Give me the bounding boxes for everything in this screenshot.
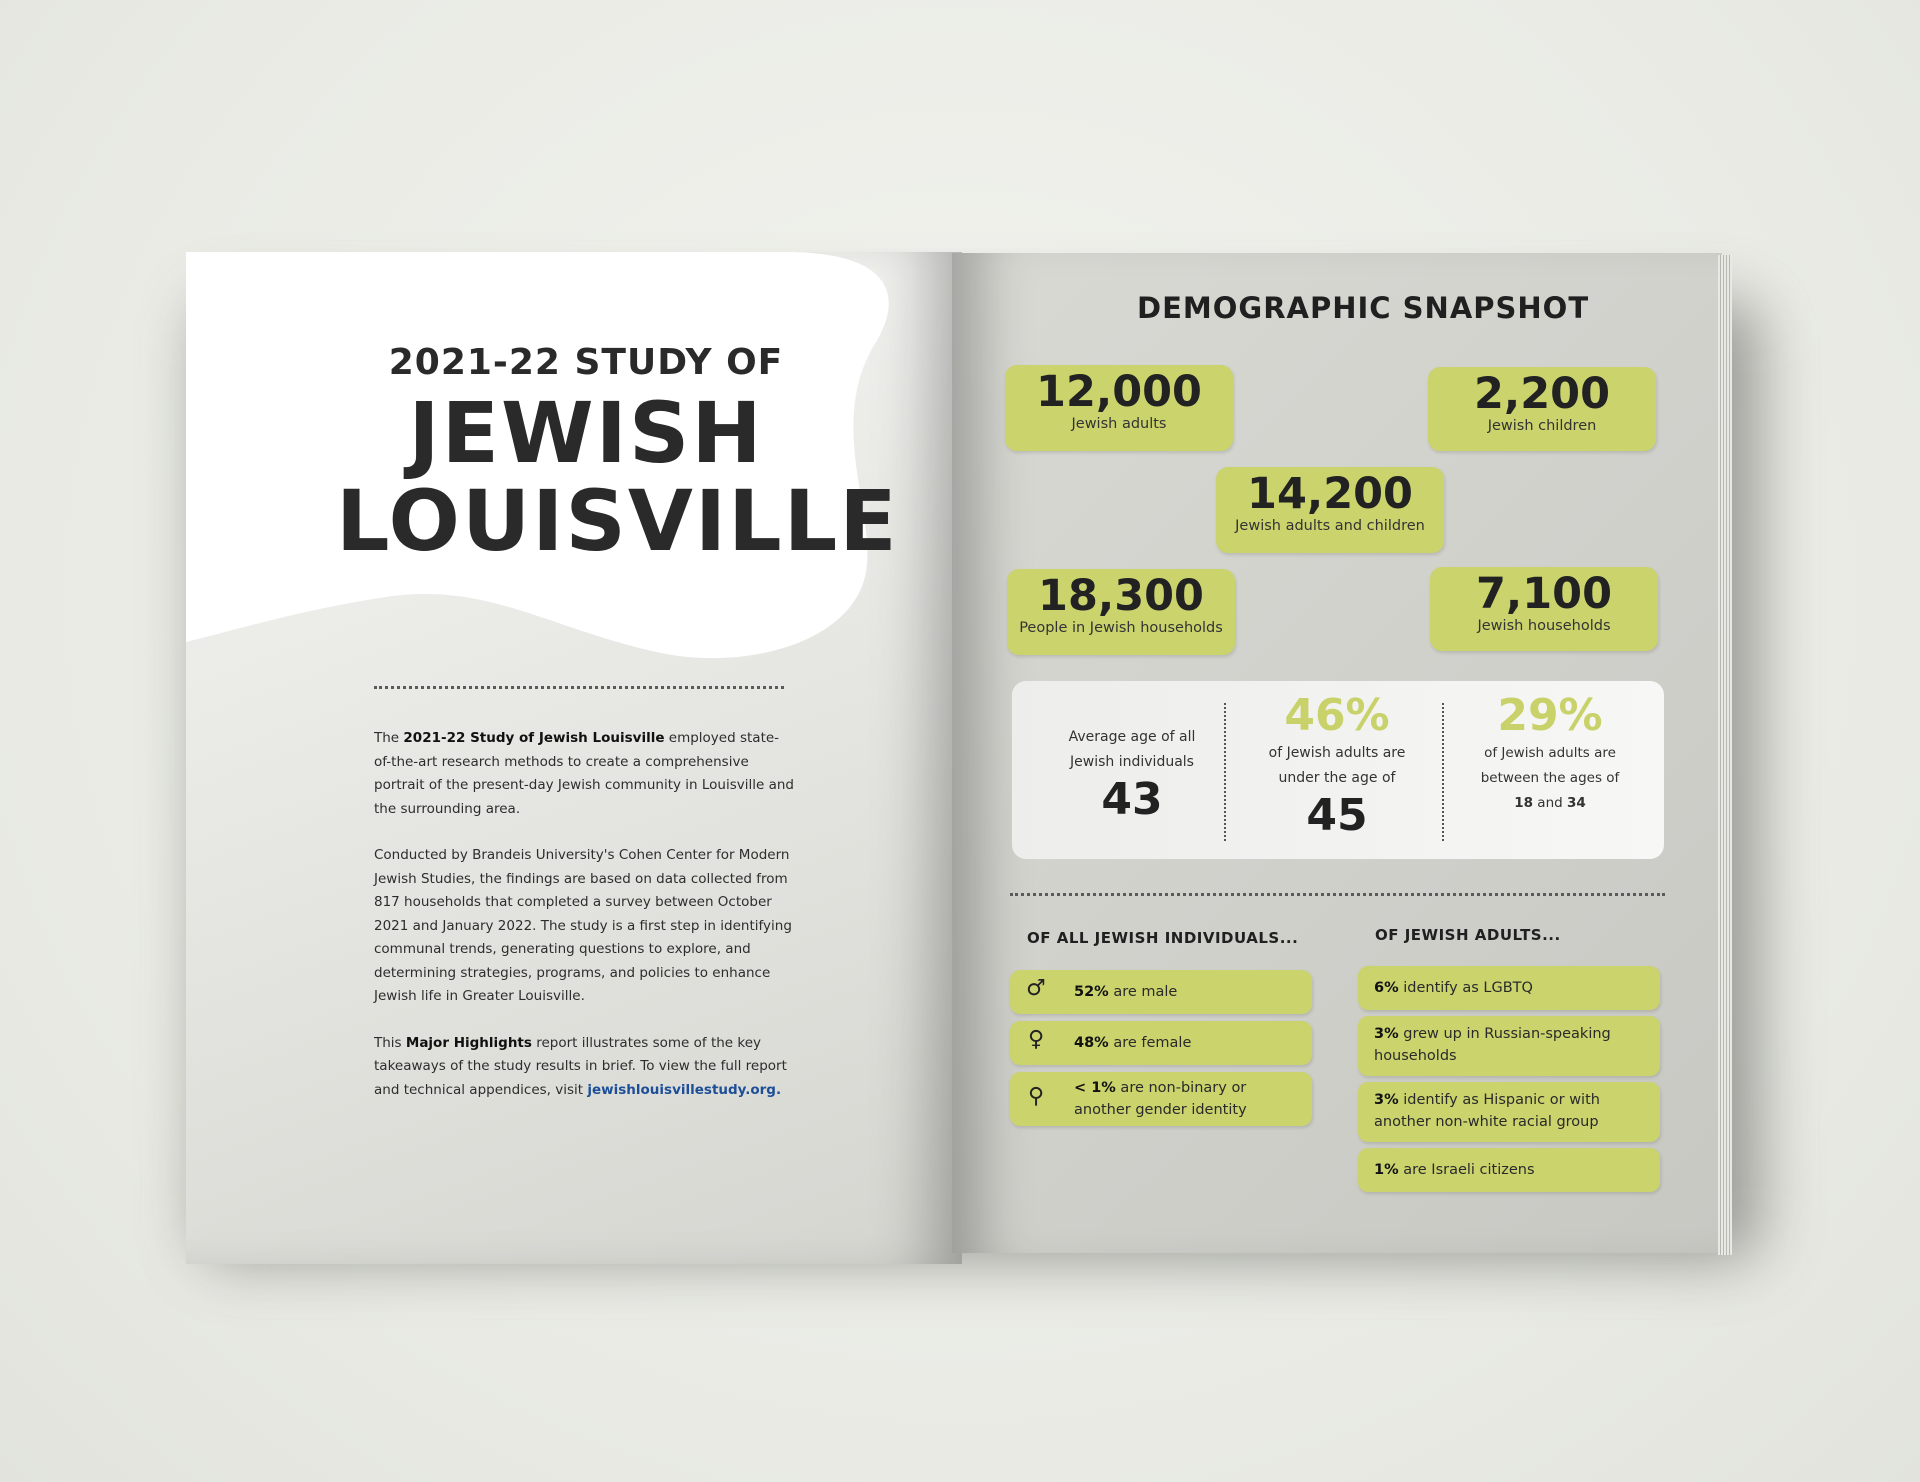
under-45-column: 46% of Jewish adults are under the age of 45 [1257, 691, 1417, 841]
pill-male: ♂ 52% are male [1010, 970, 1312, 1014]
pill-hispanic: 3% identify as Hispanic or with another non-white racial group [1358, 1082, 1660, 1142]
age-45-value: 45 [1306, 790, 1368, 841]
age-18-34-percent: 29% [1497, 690, 1603, 741]
female-icon: ♀ [1027, 1027, 1045, 1052]
age-summary-box [1012, 681, 1664, 859]
pill-female: ♀ 48% are female [1010, 1021, 1312, 1065]
study-link[interactable]: jewishlouisvillestudy.org. [587, 1081, 782, 1098]
stat-jewish-children: 2,200 Jewish children [1428, 367, 1656, 451]
male-icon: ♂ [1026, 976, 1046, 1001]
stat-people-in-households: 18,300 People in Jewish households [1007, 569, 1235, 655]
age-divider-2 [1442, 703, 1444, 841]
title-line-louisville: LOUISVILLE [336, 472, 899, 570]
pill-russian-speaking: 3% grew up in Russian-speaking households [1358, 1016, 1660, 1076]
pill-israeli: 1% are Israeli citizens [1358, 1148, 1660, 1192]
title-block [336, 342, 899, 570]
right-divider [1010, 893, 1665, 896]
title-small: 2021-22 STUDY OF [388, 342, 784, 383]
demographic-snapshot-title: DEMOGRAPHIC SNAPSHOT [1137, 291, 1590, 325]
stat-jewish-adults: 12,000 Jewish adults [1005, 365, 1233, 451]
stat-jewish-households: 7,100 Jewish households [1430, 567, 1658, 651]
left-page [186, 252, 962, 1264]
stat-adults-and-children: 14,200 Jewish adults and children [1216, 467, 1444, 553]
highlights-paragraph: This Major Highlights report illustrates some of the key takeaways of the study results in brief. To view the full report and technical appendices, visit jewishlouisvillestudy.org. [374, 1034, 787, 1098]
method-paragraph: Conducted by Brandeis University's Cohen Center for Modern Jewish Studies, the findings are based on data collected from 817 households that completed a survey between October 2021 and January 2022. The study is a first step in identifying communal trends, generating questions to explore, and determining strategies, programs, and policies to enhance Jewish life in Greater Louisville. [374, 847, 792, 1004]
adults-heading: OF JEWISH ADULTS... [1375, 926, 1561, 944]
left-body-text [374, 727, 794, 1125]
average-age-column: Average age of all Jewish individuals 43 [1062, 725, 1202, 825]
age-18-34-column: 29% of Jewish adults are between the ages of 18 and 34 [1470, 691, 1630, 816]
page-stack-edge [1718, 255, 1732, 1255]
title-line-jewish: JEWISH [408, 384, 764, 482]
individuals-heading: OF ALL JEWISH INDIVIDUALS... [1027, 929, 1299, 947]
age-divider-1 [1224, 703, 1226, 841]
left-divider [374, 686, 784, 689]
pill-nonbinary: ⚲ < 1% are non-binary or another gender identity [1010, 1072, 1312, 1126]
nonbinary-icon: ⚲ [1027, 1084, 1045, 1109]
intro-paragraph: The 2021-22 Study of Jewish Louisville employed state-of-the-art research methods to create a comprehensive portrait of the present-day Jewish community in Louisville and the surrounding area. [374, 730, 794, 817]
under-45-percent: 46% [1284, 690, 1390, 741]
pill-lgbtq: 6% identify as LGBTQ [1358, 966, 1660, 1010]
average-age-value: 43 [1101, 774, 1163, 825]
right-page [952, 253, 1722, 1253]
